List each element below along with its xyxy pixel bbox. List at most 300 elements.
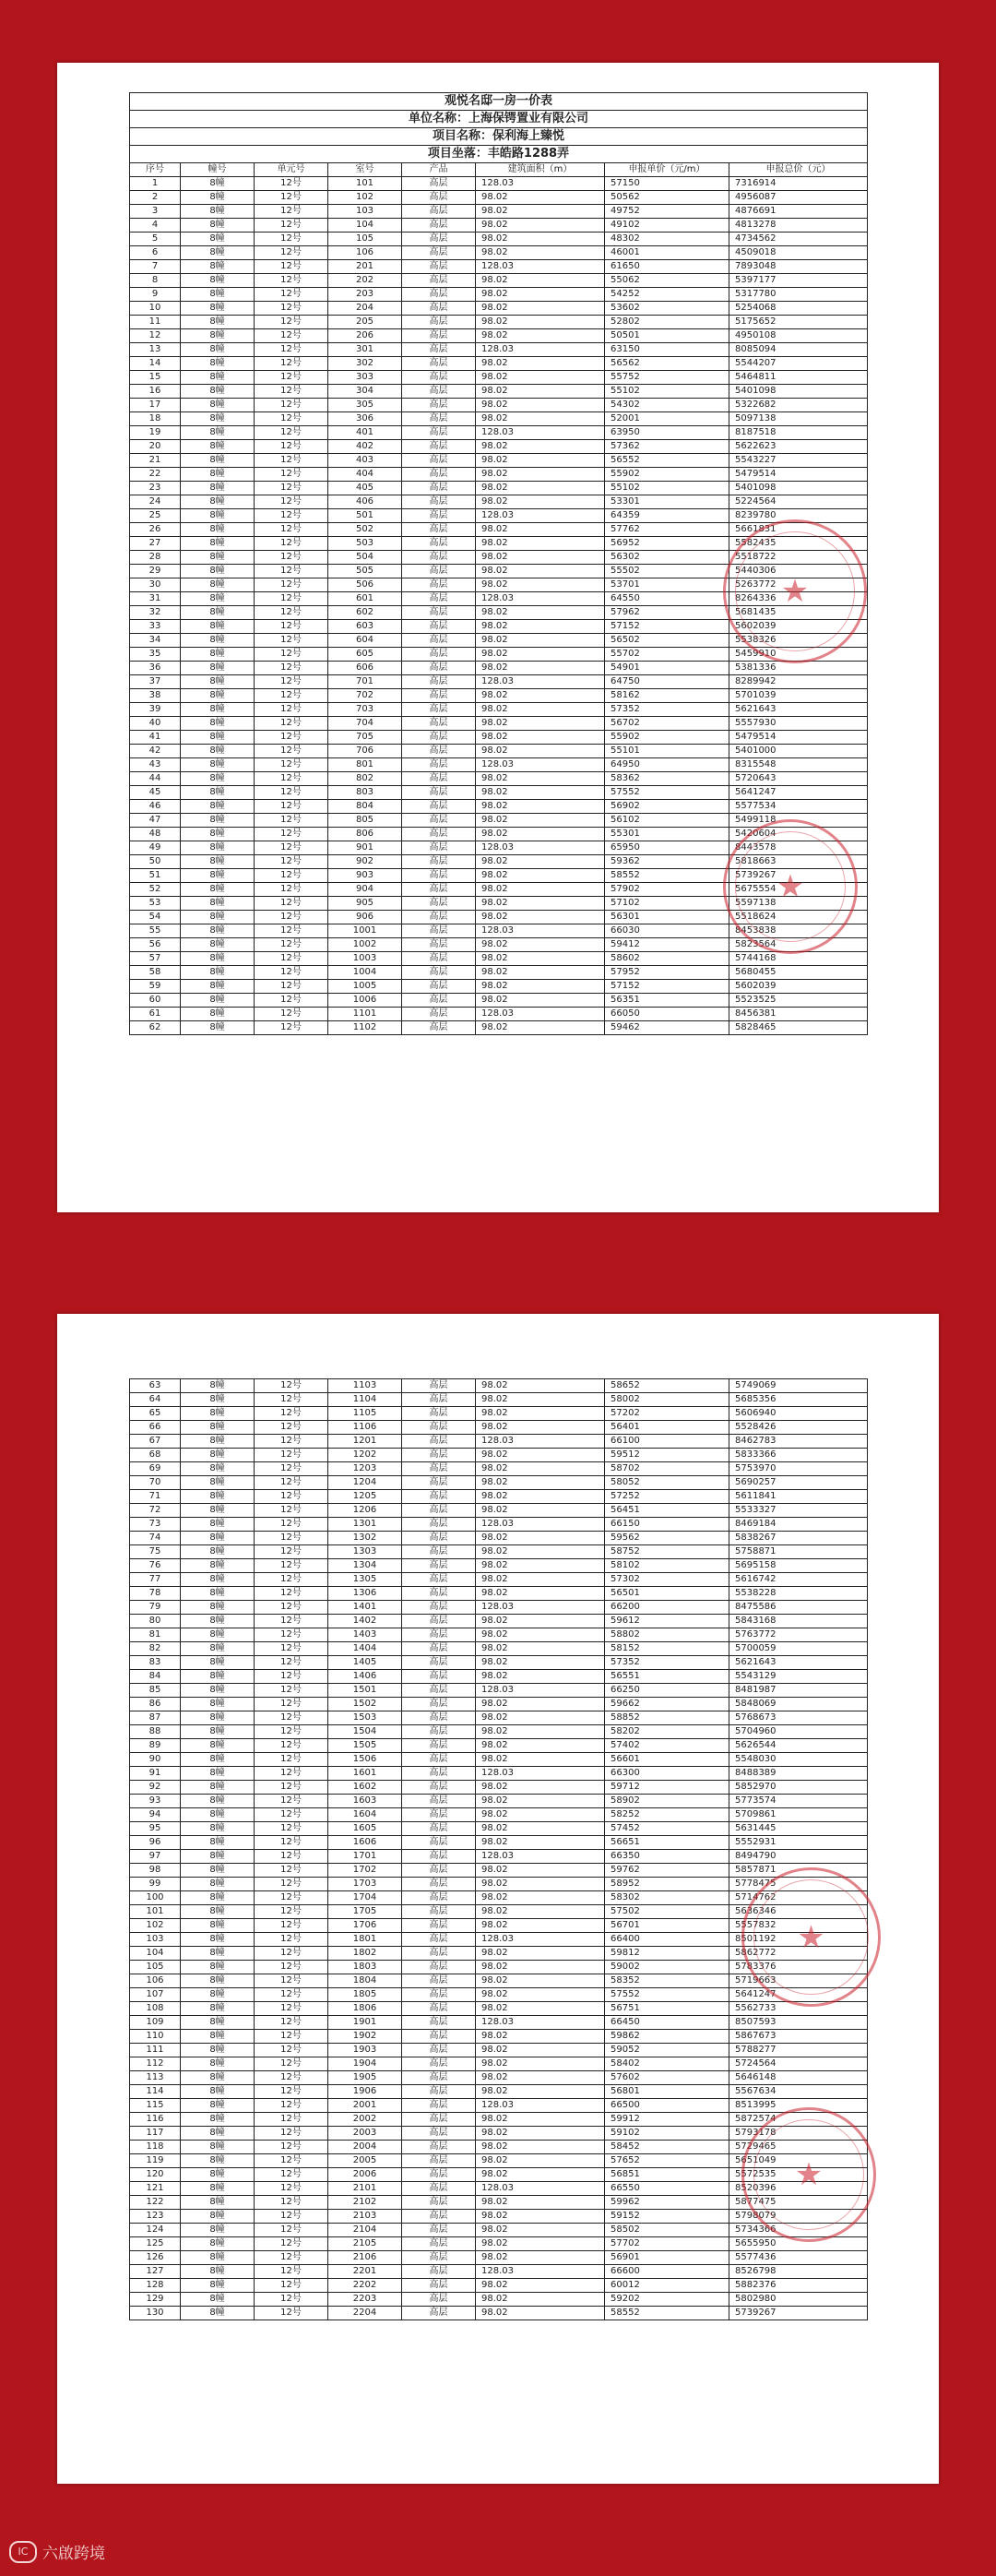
table-title: 观悦名邸一房一价表 (130, 93, 868, 111)
cell-product: 高层 (402, 1435, 476, 1449)
cell-unit-price: 56501 (605, 1587, 729, 1601)
cell-room: 704 (328, 717, 402, 731)
table-row (130, 1407, 868, 1421)
cell-unit-price: 59002 (605, 1961, 729, 1974)
cell-unit-price: 49102 (605, 219, 729, 233)
cell-product: 高层 (402, 662, 476, 675)
cell-unit-price: 56701 (605, 1919, 729, 1933)
cell-area: 98.02 (476, 578, 605, 592)
table-row (130, 966, 868, 980)
cell-area: 128.03 (476, 343, 605, 357)
cell-room: 1404 (328, 1642, 402, 1656)
cell-unit: 12号 (255, 2057, 328, 2071)
cell-product: 高层 (402, 357, 476, 371)
cell-area: 98.02 (476, 814, 605, 828)
cell-index: 85 (130, 1684, 181, 1698)
cell-unit: 12号 (255, 1739, 328, 1753)
cell-product: 高层 (402, 1504, 476, 1518)
table-row (130, 1988, 868, 2002)
cell-area: 98.02 (476, 1656, 605, 1670)
cell-area: 98.02 (476, 329, 605, 343)
cell-building: 8幢 (181, 731, 255, 745)
cell-building: 8幢 (181, 2168, 255, 2182)
cell-unit-price: 66100 (605, 1435, 729, 1449)
cell-unit: 12号 (255, 2044, 328, 2057)
cell-room: 1003 (328, 952, 402, 966)
cell-building: 8幢 (181, 302, 255, 316)
cell-product: 高层 (402, 468, 476, 482)
cell-area: 98.02 (476, 454, 605, 468)
cell-building: 8幢 (181, 523, 255, 537)
cell-unit-price: 58052 (605, 1476, 729, 1490)
table-row (130, 1725, 868, 1739)
cell-unit: 12号 (255, 177, 328, 191)
table-row (130, 1947, 868, 1961)
cell-index: 105 (130, 1961, 181, 1974)
cell-product: 高层 (402, 924, 476, 938)
cell-index: 111 (130, 2044, 181, 2057)
cell-room: 1601 (328, 1767, 402, 1781)
cell-index: 115 (130, 2099, 181, 2113)
cell-area: 128.03 (476, 2099, 605, 2113)
cell-index: 58 (130, 966, 181, 980)
cell-total-price: 5793178 (729, 2127, 868, 2141)
cell-room: 204 (328, 302, 402, 316)
cell-product: 高层 (402, 1573, 476, 1587)
cell-product: 高层 (402, 1850, 476, 1864)
cell-unit-price: 55101 (605, 745, 729, 758)
cell-room: 906 (328, 911, 402, 924)
cell-area: 98.02 (476, 565, 605, 578)
cell-area: 98.02 (476, 897, 605, 911)
cell-unit-price: 55902 (605, 468, 729, 482)
cell-unit-price: 56601 (605, 1753, 729, 1767)
cell-total-price: 5828465 (729, 1021, 868, 1035)
cell-unit: 12号 (255, 966, 328, 980)
cell-index: 1 (130, 177, 181, 191)
cell-area: 128.03 (476, 1684, 605, 1698)
cell-room: 2101 (328, 2182, 402, 2196)
cell-index: 54 (130, 911, 181, 924)
cell-product: 高层 (402, 205, 476, 219)
cell-total-price: 5833366 (729, 1449, 868, 1462)
cell-index: 124 (130, 2224, 181, 2237)
cell-total-price: 8494790 (729, 1850, 868, 1864)
table-row (130, 399, 868, 412)
cell-product: 高层 (402, 966, 476, 980)
cell-building: 8幢 (181, 551, 255, 565)
cell-room: 1704 (328, 1891, 402, 1905)
cell-unit: 12号 (255, 2182, 328, 2196)
cell-product: 高层 (402, 302, 476, 316)
cell-room: 2002 (328, 2113, 402, 2127)
cell-unit-price: 59912 (605, 2113, 729, 2127)
table-row (130, 2224, 868, 2237)
cell-index: 7 (130, 260, 181, 274)
cell-product: 高层 (402, 454, 476, 468)
cell-index: 35 (130, 648, 181, 662)
cell-room: 806 (328, 828, 402, 841)
cell-building: 8幢 (181, 1407, 255, 1421)
cell-room: 701 (328, 675, 402, 689)
cell-unit: 12号 (255, 1878, 328, 1891)
table-row (130, 1559, 868, 1573)
cell-room: 306 (328, 412, 402, 426)
cell-area: 98.02 (476, 2154, 605, 2168)
cell-area: 98.02 (476, 1947, 605, 1961)
cell-building: 8幢 (181, 260, 255, 274)
cell-product: 高层 (402, 869, 476, 883)
cell-product: 高层 (402, 2182, 476, 2196)
cell-unit: 12号 (255, 1905, 328, 1919)
cell-building: 8幢 (181, 2113, 255, 2127)
cell-unit-price: 56451 (605, 1504, 729, 1518)
cell-unit-price: 58852 (605, 1711, 729, 1725)
cell-index: 67 (130, 1435, 181, 1449)
cell-unit-price: 59202 (605, 2293, 729, 2307)
cell-unit-price: 53701 (605, 578, 729, 592)
cell-area: 98.02 (476, 2071, 605, 2085)
cell-total-price: 8239780 (729, 509, 868, 523)
cell-unit-price: 64550 (605, 592, 729, 606)
cell-unit-price: 57202 (605, 1407, 729, 1421)
table-row (130, 731, 868, 745)
cell-building: 8幢 (181, 329, 255, 343)
cell-unit: 12号 (255, 1725, 328, 1739)
table-row (130, 1961, 868, 1974)
cell-room: 503 (328, 537, 402, 551)
cell-unit: 12号 (255, 274, 328, 288)
cell-building: 8幢 (181, 814, 255, 828)
cell-index: 49 (130, 841, 181, 855)
table-row (130, 412, 868, 426)
cell-unit: 12号 (255, 343, 328, 357)
cell-index: 30 (130, 578, 181, 592)
cell-area: 98.02 (476, 357, 605, 371)
cell-total-price: 5254068 (729, 302, 868, 316)
table-row (130, 800, 868, 814)
cell-area: 98.02 (476, 2307, 605, 2320)
cell-total-price: 5562733 (729, 2002, 868, 2016)
cell-unit: 12号 (255, 1532, 328, 1545)
cell-product: 高层 (402, 1393, 476, 1407)
cell-product: 高层 (402, 523, 476, 537)
cell-unit: 12号 (255, 828, 328, 841)
cell-total-price: 5739267 (729, 2307, 868, 2320)
table-row (130, 371, 868, 385)
cell-total-price: 5479514 (729, 731, 868, 745)
cell-unit: 12号 (255, 675, 328, 689)
cell-building: 8幢 (181, 2265, 255, 2279)
cell-area: 98.02 (476, 2127, 605, 2141)
cell-building: 8幢 (181, 426, 255, 440)
cell-building: 8幢 (181, 1504, 255, 1518)
cell-total-price: 8526798 (729, 2265, 868, 2279)
cell-area: 98.02 (476, 648, 605, 662)
cell-room: 1303 (328, 1545, 402, 1559)
cell-building: 8幢 (181, 1615, 255, 1628)
table-row (130, 523, 868, 537)
cell-product: 高层 (402, 1532, 476, 1545)
table-row (130, 1974, 868, 1988)
cell-unit-price: 66050 (605, 1008, 729, 1021)
cell-product: 高层 (402, 1615, 476, 1628)
cell-total-price: 5749069 (729, 1379, 868, 1393)
cell-unit: 12号 (255, 1435, 328, 1449)
table-row (130, 717, 868, 731)
cell-index: 86 (130, 1698, 181, 1711)
cell-unit-price: 58602 (605, 952, 729, 966)
cell-unit: 12号 (255, 1421, 328, 1435)
cell-area: 98.02 (476, 385, 605, 399)
cell-total-price: 5401000 (729, 745, 868, 758)
cell-building: 8幢 (181, 343, 255, 357)
cell-area: 98.02 (476, 606, 605, 620)
cell-unit-price: 57102 (605, 897, 729, 911)
table-row (130, 634, 868, 648)
table-row (130, 2293, 868, 2307)
cell-room: 203 (328, 288, 402, 302)
cell-area: 98.02 (476, 316, 605, 329)
cell-index: 3 (130, 205, 181, 219)
cell-building: 8幢 (181, 233, 255, 246)
table-row (130, 1462, 868, 1476)
cell-product: 高层 (402, 2168, 476, 2182)
table-row (130, 191, 868, 205)
cell-total-price: 5577436 (729, 2251, 868, 2265)
cell-area: 98.02 (476, 800, 605, 814)
cell-room: 1602 (328, 1781, 402, 1795)
cell-area: 98.02 (476, 2057, 605, 2071)
cell-total-price: 5420604 (729, 828, 868, 841)
cell-index: 66 (130, 1421, 181, 1435)
table-row (130, 2154, 868, 2168)
cell-total-price: 5544207 (729, 357, 868, 371)
header-unit: 单元号 (255, 163, 328, 177)
cell-total-price: 5631445 (729, 1822, 868, 1836)
table-row (130, 1476, 868, 1490)
cell-index: 44 (130, 772, 181, 786)
table-row (130, 1615, 868, 1628)
header-index: 序号 (130, 163, 181, 177)
cell-unit: 12号 (255, 2265, 328, 2279)
cell-total-price: 5538326 (729, 634, 868, 648)
cell-product: 高层 (402, 1919, 476, 1933)
cell-unit-price: 66250 (605, 1684, 729, 1698)
cell-area: 98.02 (476, 2210, 605, 2224)
cell-room: 805 (328, 814, 402, 828)
cell-unit: 12号 (255, 1021, 328, 1035)
table-row (130, 1850, 868, 1864)
cell-unit: 12号 (255, 357, 328, 371)
cell-room: 2202 (328, 2279, 402, 2293)
cell-product: 高层 (402, 288, 476, 302)
cell-product: 高层 (402, 233, 476, 246)
table-row (130, 537, 868, 551)
cell-building: 8幢 (181, 1628, 255, 1642)
cell-unit: 12号 (255, 1476, 328, 1490)
cell-total-price: 5572535 (729, 2168, 868, 2182)
cell-area: 98.02 (476, 219, 605, 233)
cell-index: 71 (130, 1490, 181, 1504)
cell-area: 98.02 (476, 302, 605, 316)
table-row (130, 786, 868, 800)
table-row (130, 1711, 868, 1725)
cell-unit-price: 58402 (605, 2057, 729, 2071)
cell-building: 8幢 (181, 980, 255, 994)
cell-total-price: 5641247 (729, 1988, 868, 2002)
cell-area: 98.02 (476, 717, 605, 731)
cell-unit: 12号 (255, 1795, 328, 1808)
cell-total-price: 5401098 (729, 385, 868, 399)
cell-unit: 12号 (255, 1601, 328, 1615)
cell-unit: 12号 (255, 2210, 328, 2224)
table-row (130, 1601, 868, 1615)
table-row (130, 2237, 868, 2251)
cell-building: 8幢 (181, 2293, 255, 2307)
cell-building: 8幢 (181, 2224, 255, 2237)
cell-index: 21 (130, 454, 181, 468)
cell-room: 1401 (328, 1601, 402, 1615)
cell-index: 18 (130, 412, 181, 426)
cell-index: 9 (130, 288, 181, 302)
cell-index: 78 (130, 1587, 181, 1601)
table-row (130, 980, 868, 994)
table-row (130, 260, 868, 274)
cell-area: 98.02 (476, 2279, 605, 2293)
cell-room: 1402 (328, 1615, 402, 1628)
cell-product: 高层 (402, 758, 476, 772)
cell-total-price: 5734366 (729, 2224, 868, 2237)
cell-area: 98.02 (476, 412, 605, 426)
table-row (130, 2279, 868, 2293)
cell-unit-price: 56902 (605, 800, 729, 814)
cell-unit-price: 59662 (605, 1698, 729, 1711)
cell-index: 76 (130, 1559, 181, 1573)
cell-unit: 12号 (255, 1947, 328, 1961)
cell-unit-price: 57352 (605, 703, 729, 717)
cell-unit: 12号 (255, 1615, 328, 1628)
cell-product: 高层 (402, 2210, 476, 2224)
cell-building: 8幢 (181, 1725, 255, 1739)
cell-room: 604 (328, 634, 402, 648)
cell-building: 8幢 (181, 1435, 255, 1449)
cell-total-price: 5557930 (729, 717, 868, 731)
table-row (130, 274, 868, 288)
cell-unit: 12号 (255, 412, 328, 426)
cell-unit-price: 56702 (605, 717, 729, 731)
price-table-2-wrapper (129, 1378, 867, 2320)
cell-product: 高层 (402, 855, 476, 869)
cell-room: 2103 (328, 2210, 402, 2224)
cell-index: 126 (130, 2251, 181, 2265)
cell-area: 98.02 (476, 1462, 605, 1476)
cell-building: 8幢 (181, 191, 255, 205)
table-row (130, 1545, 868, 1559)
cell-area: 98.02 (476, 855, 605, 869)
cell-unit-price: 66450 (605, 2016, 729, 2030)
cell-unit-price: 53602 (605, 302, 729, 316)
cell-area: 98.02 (476, 1573, 605, 1587)
table-row (130, 357, 868, 371)
cell-product: 高层 (402, 440, 476, 454)
cell-product: 高层 (402, 828, 476, 841)
cell-index: 92 (130, 1781, 181, 1795)
cell-product: 高层 (402, 703, 476, 717)
cell-product: 高层 (402, 841, 476, 855)
cell-building: 8幢 (181, 634, 255, 648)
cell-product: 高层 (402, 2016, 476, 2030)
cell-total-price: 5440306 (729, 565, 868, 578)
cell-unit: 12号 (255, 205, 328, 219)
cell-index: 53 (130, 897, 181, 911)
cell-building: 8幢 (181, 1476, 255, 1490)
cell-total-price: 5651049 (729, 2154, 868, 2168)
cell-total-price: 8520396 (729, 2182, 868, 2196)
cell-index: 28 (130, 551, 181, 565)
cell-room: 1403 (328, 1628, 402, 1642)
cell-unit: 12号 (255, 219, 328, 233)
cell-index: 94 (130, 1808, 181, 1822)
cell-room: 2105 (328, 2237, 402, 2251)
cell-unit-price: 56801 (605, 2085, 729, 2099)
cell-total-price: 5523525 (729, 994, 868, 1008)
cell-index: 116 (130, 2113, 181, 2127)
cell-area: 98.02 (476, 938, 605, 952)
cell-unit-price: 57152 (605, 980, 729, 994)
cell-unit-price: 59562 (605, 1532, 729, 1545)
cell-total-price: 5602039 (729, 980, 868, 994)
cell-unit-price: 66600 (605, 2265, 729, 2279)
cell-unit-price: 57762 (605, 523, 729, 537)
cell-unit: 12号 (255, 565, 328, 578)
cell-unit: 12号 (255, 399, 328, 412)
cell-index: 8 (130, 274, 181, 288)
cell-area: 98.02 (476, 1891, 605, 1905)
cell-area: 98.02 (476, 1393, 605, 1407)
cell-building: 8幢 (181, 2099, 255, 2113)
cell-product: 高层 (402, 2099, 476, 2113)
cell-area: 98.02 (476, 1878, 605, 1891)
cell-room: 2204 (328, 2307, 402, 2320)
cell-total-price: 5773574 (729, 1795, 868, 1808)
cell-building: 8幢 (181, 1573, 255, 1587)
cell-product: 高层 (402, 2279, 476, 2293)
cell-unit: 12号 (255, 1767, 328, 1781)
cell-unit: 12号 (255, 1891, 328, 1905)
cell-product: 高层 (402, 2307, 476, 2320)
cell-building: 8幢 (181, 1808, 255, 1822)
cell-area: 98.02 (476, 274, 605, 288)
table-row (130, 1573, 868, 1587)
cell-building: 8幢 (181, 246, 255, 260)
cell-total-price: 5622623 (729, 440, 868, 454)
table-row (130, 1449, 868, 1462)
cell-unit: 12号 (255, 2224, 328, 2237)
cell-total-price: 8264336 (729, 592, 868, 606)
cell-unit: 12号 (255, 191, 328, 205)
cell-unit-price: 57702 (605, 2237, 729, 2251)
cell-room: 1406 (328, 1670, 402, 1684)
cell-building: 8幢 (181, 1642, 255, 1656)
cell-product: 高层 (402, 1008, 476, 1021)
table-row (130, 509, 868, 523)
cell-product: 高层 (402, 786, 476, 800)
cell-building: 8幢 (181, 745, 255, 758)
cell-total-price: 7316914 (729, 177, 868, 191)
cell-unit: 12号 (255, 233, 328, 246)
cell-building: 8幢 (181, 1393, 255, 1407)
